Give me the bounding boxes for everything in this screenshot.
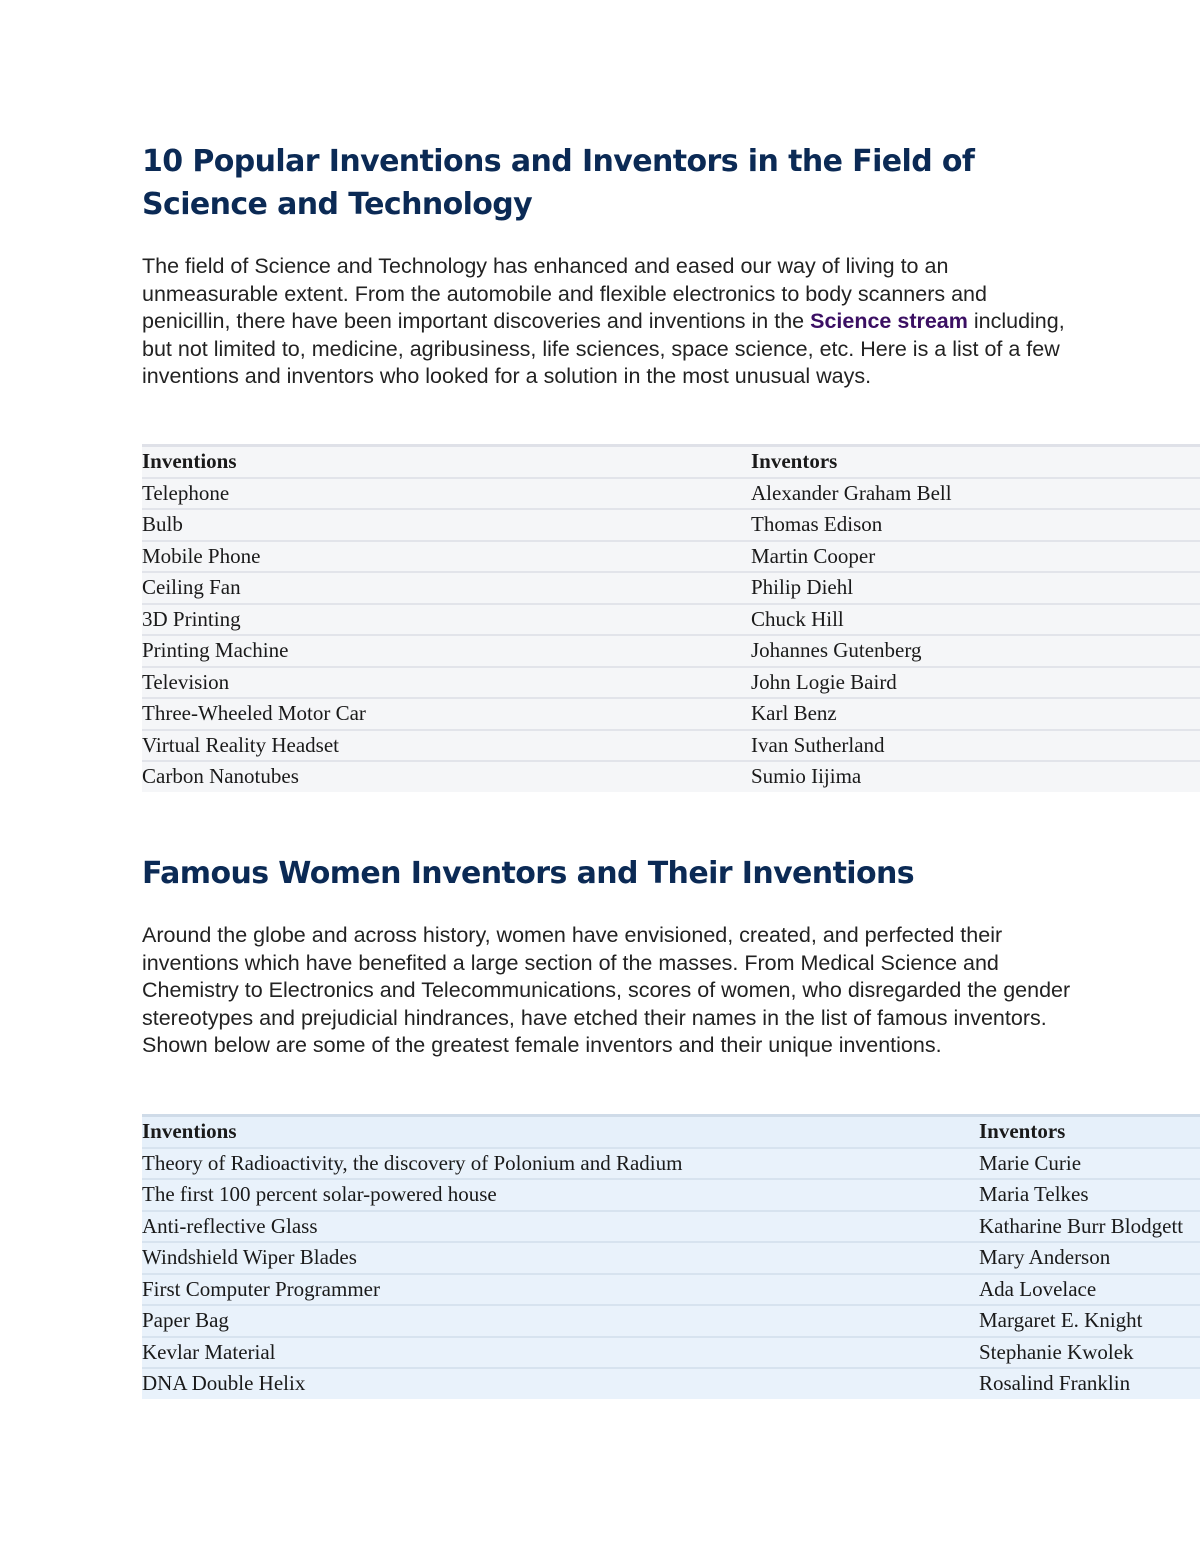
women-inventors-table — [142, 1114, 1200, 1399]
table-header-row — [142, 1114, 1200, 1147]
inventor-cell: Chuck Hill — [751, 606, 844, 631]
inventor-cell: Maria Telkes — [979, 1182, 1089, 1206]
inventor-cell: Ada Lovelace — [979, 1276, 1097, 1301]
inventor-cell: Karl Benz — [751, 701, 837, 725]
table-row — [142, 477, 1200, 509]
inventions-table — [142, 444, 1200, 792]
table-row — [142, 603, 1200, 635]
column-header-inventors: Inventors — [979, 1119, 1066, 1143]
invention-cell: Virtual Reality Headset — [142, 732, 340, 757]
inventor-cell: Margaret E. Knight — [979, 1308, 1143, 1332]
inventor-cell: Alexander Graham Bell — [751, 480, 952, 505]
inventor-cell: Mary Anderson — [979, 1245, 1111, 1269]
invention-cell: Television — [142, 669, 230, 694]
paragraph-text-end: including, but not limited to, medicine, agribusiness, life sciences, space science, etc. Here is a list of a few inventions and inventors who looked for a solution in the most unusual ways. — [142, 309, 1065, 388]
table-row — [142, 1304, 1200, 1336]
table-row — [142, 508, 1200, 540]
table-row — [142, 1241, 1200, 1273]
column-header-inventions: Inventions — [142, 1119, 237, 1143]
invention-cell: Bulb — [142, 512, 183, 536]
table-row — [142, 1147, 1200, 1179]
table-row — [142, 1367, 1200, 1399]
inventor-cell: Ivan Sutherland — [751, 732, 885, 757]
invention-cell: DNA Double Helix — [142, 1371, 306, 1395]
invention-cell: The first 100 percent solar-powered house — [142, 1182, 497, 1206]
table-row — [142, 697, 1200, 729]
table-row — [142, 729, 1200, 761]
intro-paragraph — [142, 253, 1072, 391]
table-header-row — [142, 444, 1200, 477]
column-header-inventions: Inventions — [142, 449, 237, 473]
inventor-cell: Johannes Gutenberg — [751, 638, 922, 662]
section-title-inventions: 10 Popular Inventions and Inventors in the Field of Science and Technology — [142, 144, 975, 222]
invention-cell: Windshield Wiper Blades — [142, 1245, 357, 1269]
science-stream-link[interactable]: Science stream — [810, 309, 968, 333]
table-row — [142, 634, 1200, 666]
invention-cell: First Computer Programmer — [142, 1276, 380, 1301]
inventor-cell: Stephanie Kwolek — [979, 1339, 1134, 1364]
table-row — [142, 666, 1200, 698]
inventor-cell: Martin Cooper — [751, 543, 876, 568]
paragraph-text-start: The field of Science and Technology has enhanced and eased our way of living to an unmeasurable extent. From the automobile and flexible electronics to body scanners and penicillin, there have been important discoveries and inventions in the — [142, 254, 987, 333]
inventor-cell: Thomas Edison — [751, 512, 883, 536]
invention-cell: Anti-reflective Glass — [142, 1213, 318, 1238]
inventor-cell: Rosalind Franklin — [979, 1371, 1131, 1395]
table-row — [142, 1178, 1200, 1210]
invention-cell: Paper Bag — [142, 1308, 229, 1332]
table-row — [142, 760, 1200, 792]
invention-cell: Printing Machine — [142, 638, 289, 662]
column-header-inventors: Inventors — [751, 449, 838, 473]
section-title-women-inventors: Famous Women Inventors and Their Inventions — [142, 856, 915, 891]
invention-cell: Mobile Phone — [142, 543, 261, 568]
invention-cell: Carbon Nanotubes — [142, 764, 299, 788]
table-row — [142, 1273, 1200, 1305]
table-row — [142, 1210, 1200, 1242]
invention-cell: Three-Wheeled Motor Car — [142, 701, 366, 725]
invention-cell: Theory of Radioactivity, the discovery of Polonium and Radium — [142, 1150, 683, 1175]
invention-cell: Telephone — [142, 480, 230, 505]
women-inventors-paragraph: Around the globe and across history, women have envisioned, created, and perfected their inventions which have benefited a large section of the masses. From Medical Science and Chemistry to Electronics and Telecommunications, scores of women, who disregarded the gender stereotypes and prejudicial hindrances, have etched their names in the list of famous inventors. Shown below are some of the greatest female inventors and their unique inventions. — [142, 923, 1071, 1057]
inventor-cell: Katharine Burr Blodgett — [979, 1213, 1184, 1238]
inventor-cell: John Logie Baird — [751, 669, 897, 694]
inventor-cell: Philip Diehl — [751, 575, 854, 599]
invention-cell: Kevlar Material — [142, 1339, 276, 1364]
inventor-cell: Sumio Iijima — [751, 764, 862, 788]
invention-cell: 3D Printing — [142, 606, 241, 631]
table-row — [142, 1336, 1200, 1368]
table-row — [142, 540, 1200, 572]
invention-cell: Ceiling Fan — [142, 575, 241, 599]
inventor-cell: Marie Curie — [979, 1150, 1082, 1175]
table-row — [142, 571, 1200, 603]
